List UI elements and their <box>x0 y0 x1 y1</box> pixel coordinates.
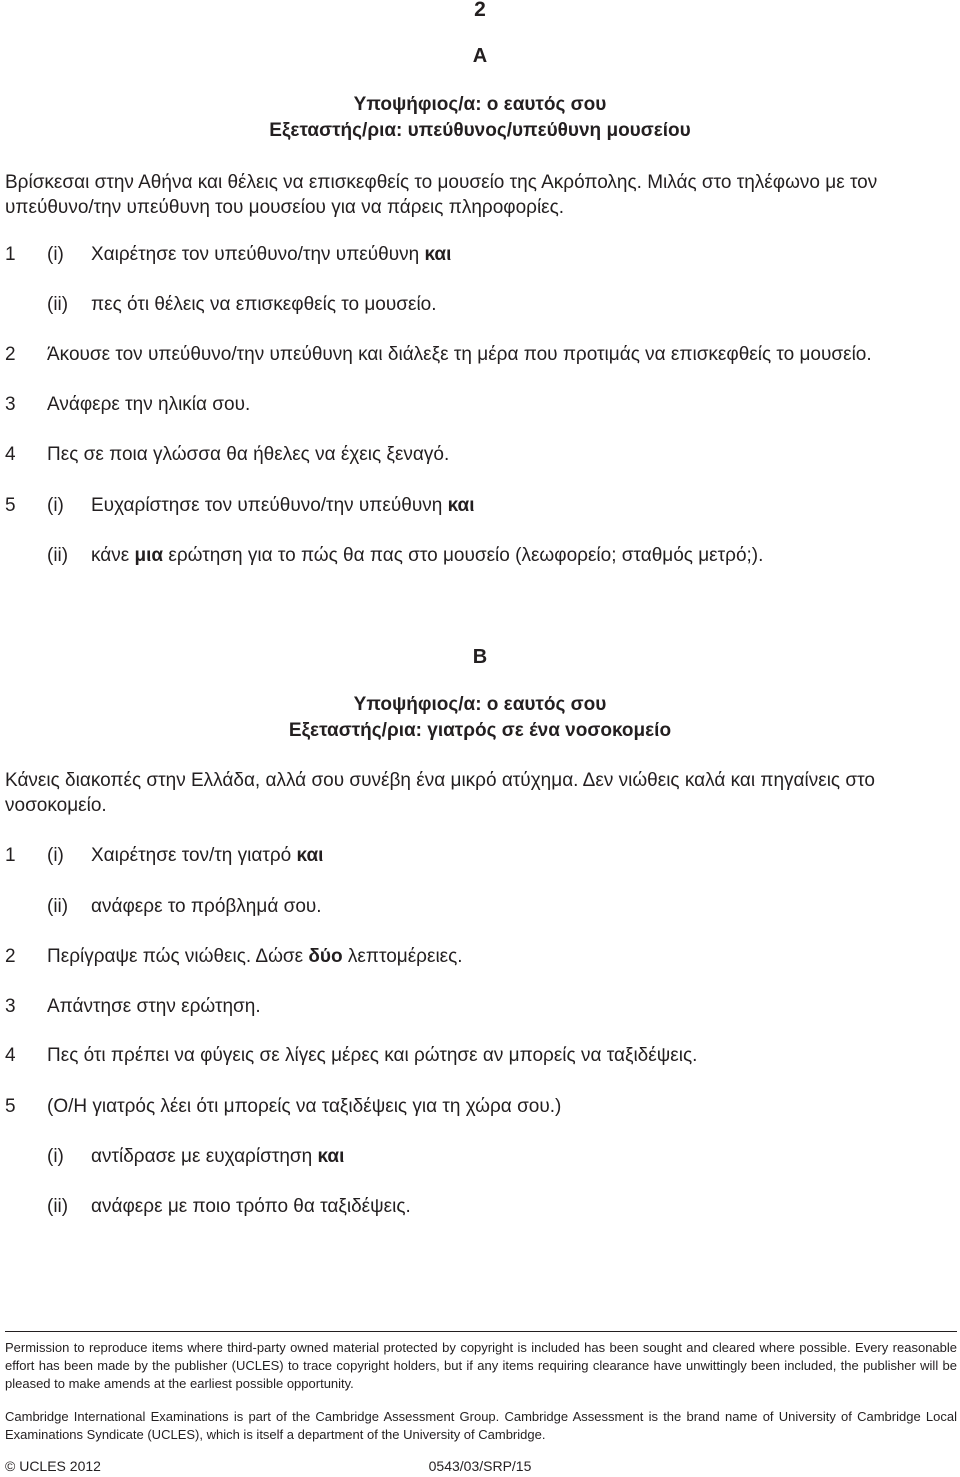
question-text: (Ο/Η γιατρός λέει ότι μπορείς να ταξιδέψεις για τη χώρα σου.) <box>47 1096 562 1117</box>
section-b-examiner-role: Εξεταστής/ρια: γιατρός σε ένα νοσοκομείο <box>288 720 672 741</box>
question-text: ανάφερε με ποιο τρόπο θα ταξιδέψεις. <box>91 1196 411 1217</box>
question-text: Χαιρέτησε τον υπεύθυνο/την υπεύθυνη και <box>91 244 452 265</box>
question-number: 4 <box>5 444 16 465</box>
question-text: Άκουσε τον υπεύθυνο/την υπεύθυνη και διάλεξε τη μέρα που προτιμάς να επισκεφθείς το μουσείο. <box>47 344 872 365</box>
question-number: 2 <box>5 946 16 967</box>
question-text: Ανάφερε την ηλικία σου. <box>47 394 251 415</box>
question-number: 1 <box>5 845 16 866</box>
question-number: 2 <box>5 344 16 365</box>
question-number: 1 <box>5 244 16 265</box>
question-text: Πες σε ποια γλώσσα θα ήθελες να έχεις ξεναγό. <box>47 444 450 465</box>
footer-copyright: © UCLES 2012 <box>5 1458 101 1474</box>
question-text: Περίγραψε πώς νιώθεις. Δώσε δύο λεπτομέρειες. <box>47 946 463 967</box>
footer-paper-code: 0543/03/SRP/15 <box>428 1458 532 1474</box>
subpart-label: (i) <box>47 845 64 866</box>
footer-permission: Permission to reproduce items where third-party owned material protected by copyright is included has been sought and cleared where possible. Every reasonable effort has been made by the publisher (UCLES) to trace copyright holders, but if any items requiring clearance have unwittingly been included, the publisher will be pleased to make amends at the earliest possible opportunity. <box>5 1340 957 1391</box>
section-a-intro: Βρίσκεσαι στην Αθήνα και θέλεις να επισκεφθείς το μουσείο της Ακρόπολης. Μιλάς στο τηλέφωνο με τον υπεύθυνο/την υπεύθυνη του μουσείου για να πάρεις πληροφορίες. <box>5 172 878 218</box>
section-b-heading: B <box>472 646 488 668</box>
question-text: αντίδρασε με ευχαρίστηση και <box>91 1146 345 1167</box>
question-text: ανάφερε το πρόβλημά σου. <box>91 896 322 917</box>
section-a-examiner-role: Εξεταστής/ρια: υπεύθυνος/υπεύθυνη μουσείου <box>269 120 691 141</box>
question-number: 3 <box>5 996 16 1017</box>
subpart-label: (ii) <box>47 545 69 566</box>
question-number: 5 <box>5 495 16 516</box>
question-number: 5 <box>5 1096 16 1117</box>
question-text: Απάντησε στην ερώτηση. <box>47 996 261 1017</box>
section-a-candidate-role: Υποψήφιος/α: ο εαυτός σου <box>353 94 607 115</box>
question-text: Χαιρέτησε τον/τη γιατρό και <box>91 845 324 866</box>
question-number: 3 <box>5 394 16 415</box>
subpart-label: (ii) <box>47 294 69 315</box>
question-text: πες ότι θέλεις να επισκεφθείς το μουσείο. <box>91 294 437 315</box>
section-a-heading: A <box>472 45 488 67</box>
section-b-intro: Κάνεις διακοπές στην Ελλάδα, αλλά σου συνέβη ένα μικρό ατύχημα. Δεν νιώθεις καλά και πηγαίνεις στο νοσοκομείο. <box>5 770 875 816</box>
subpart-label: (ii) <box>47 896 69 917</box>
question-text: Πες ότι πρέπει να φύγεις σε λίγες μέρες και ρώτησε αν μπορείς να ταξιδέψεις. <box>47 1045 698 1066</box>
footer-cambridge-notice: Cambridge International Examinations is part of the Cambridge Assessment Group. Cambridge Assessment is the brand name of University of Cambridge Local Examinations Syndicate (UCLES), which is itself a department of the University of Cambridge. <box>5 1409 957 1442</box>
question-text: Ευχαρίστησε τον υπεύθυνο/την υπεύθυνη και <box>91 495 475 516</box>
subpart-label: (i) <box>47 244 64 265</box>
question-text: κάνε μια ερώτηση για το πώς θα πας στο μουσείο (λεωφορείο; σταθμός μετρό;). <box>91 545 764 566</box>
page-number: 2 <box>474 0 486 21</box>
section-b-candidate-role: Υποψήφιος/α: ο εαυτός σου <box>353 694 607 715</box>
subpart-label: (i) <box>47 1146 64 1167</box>
question-number: 4 <box>5 1045 16 1066</box>
footer-divider <box>5 1331 957 1332</box>
subpart-label: (ii) <box>47 1196 69 1217</box>
subpart-label: (i) <box>47 495 64 516</box>
